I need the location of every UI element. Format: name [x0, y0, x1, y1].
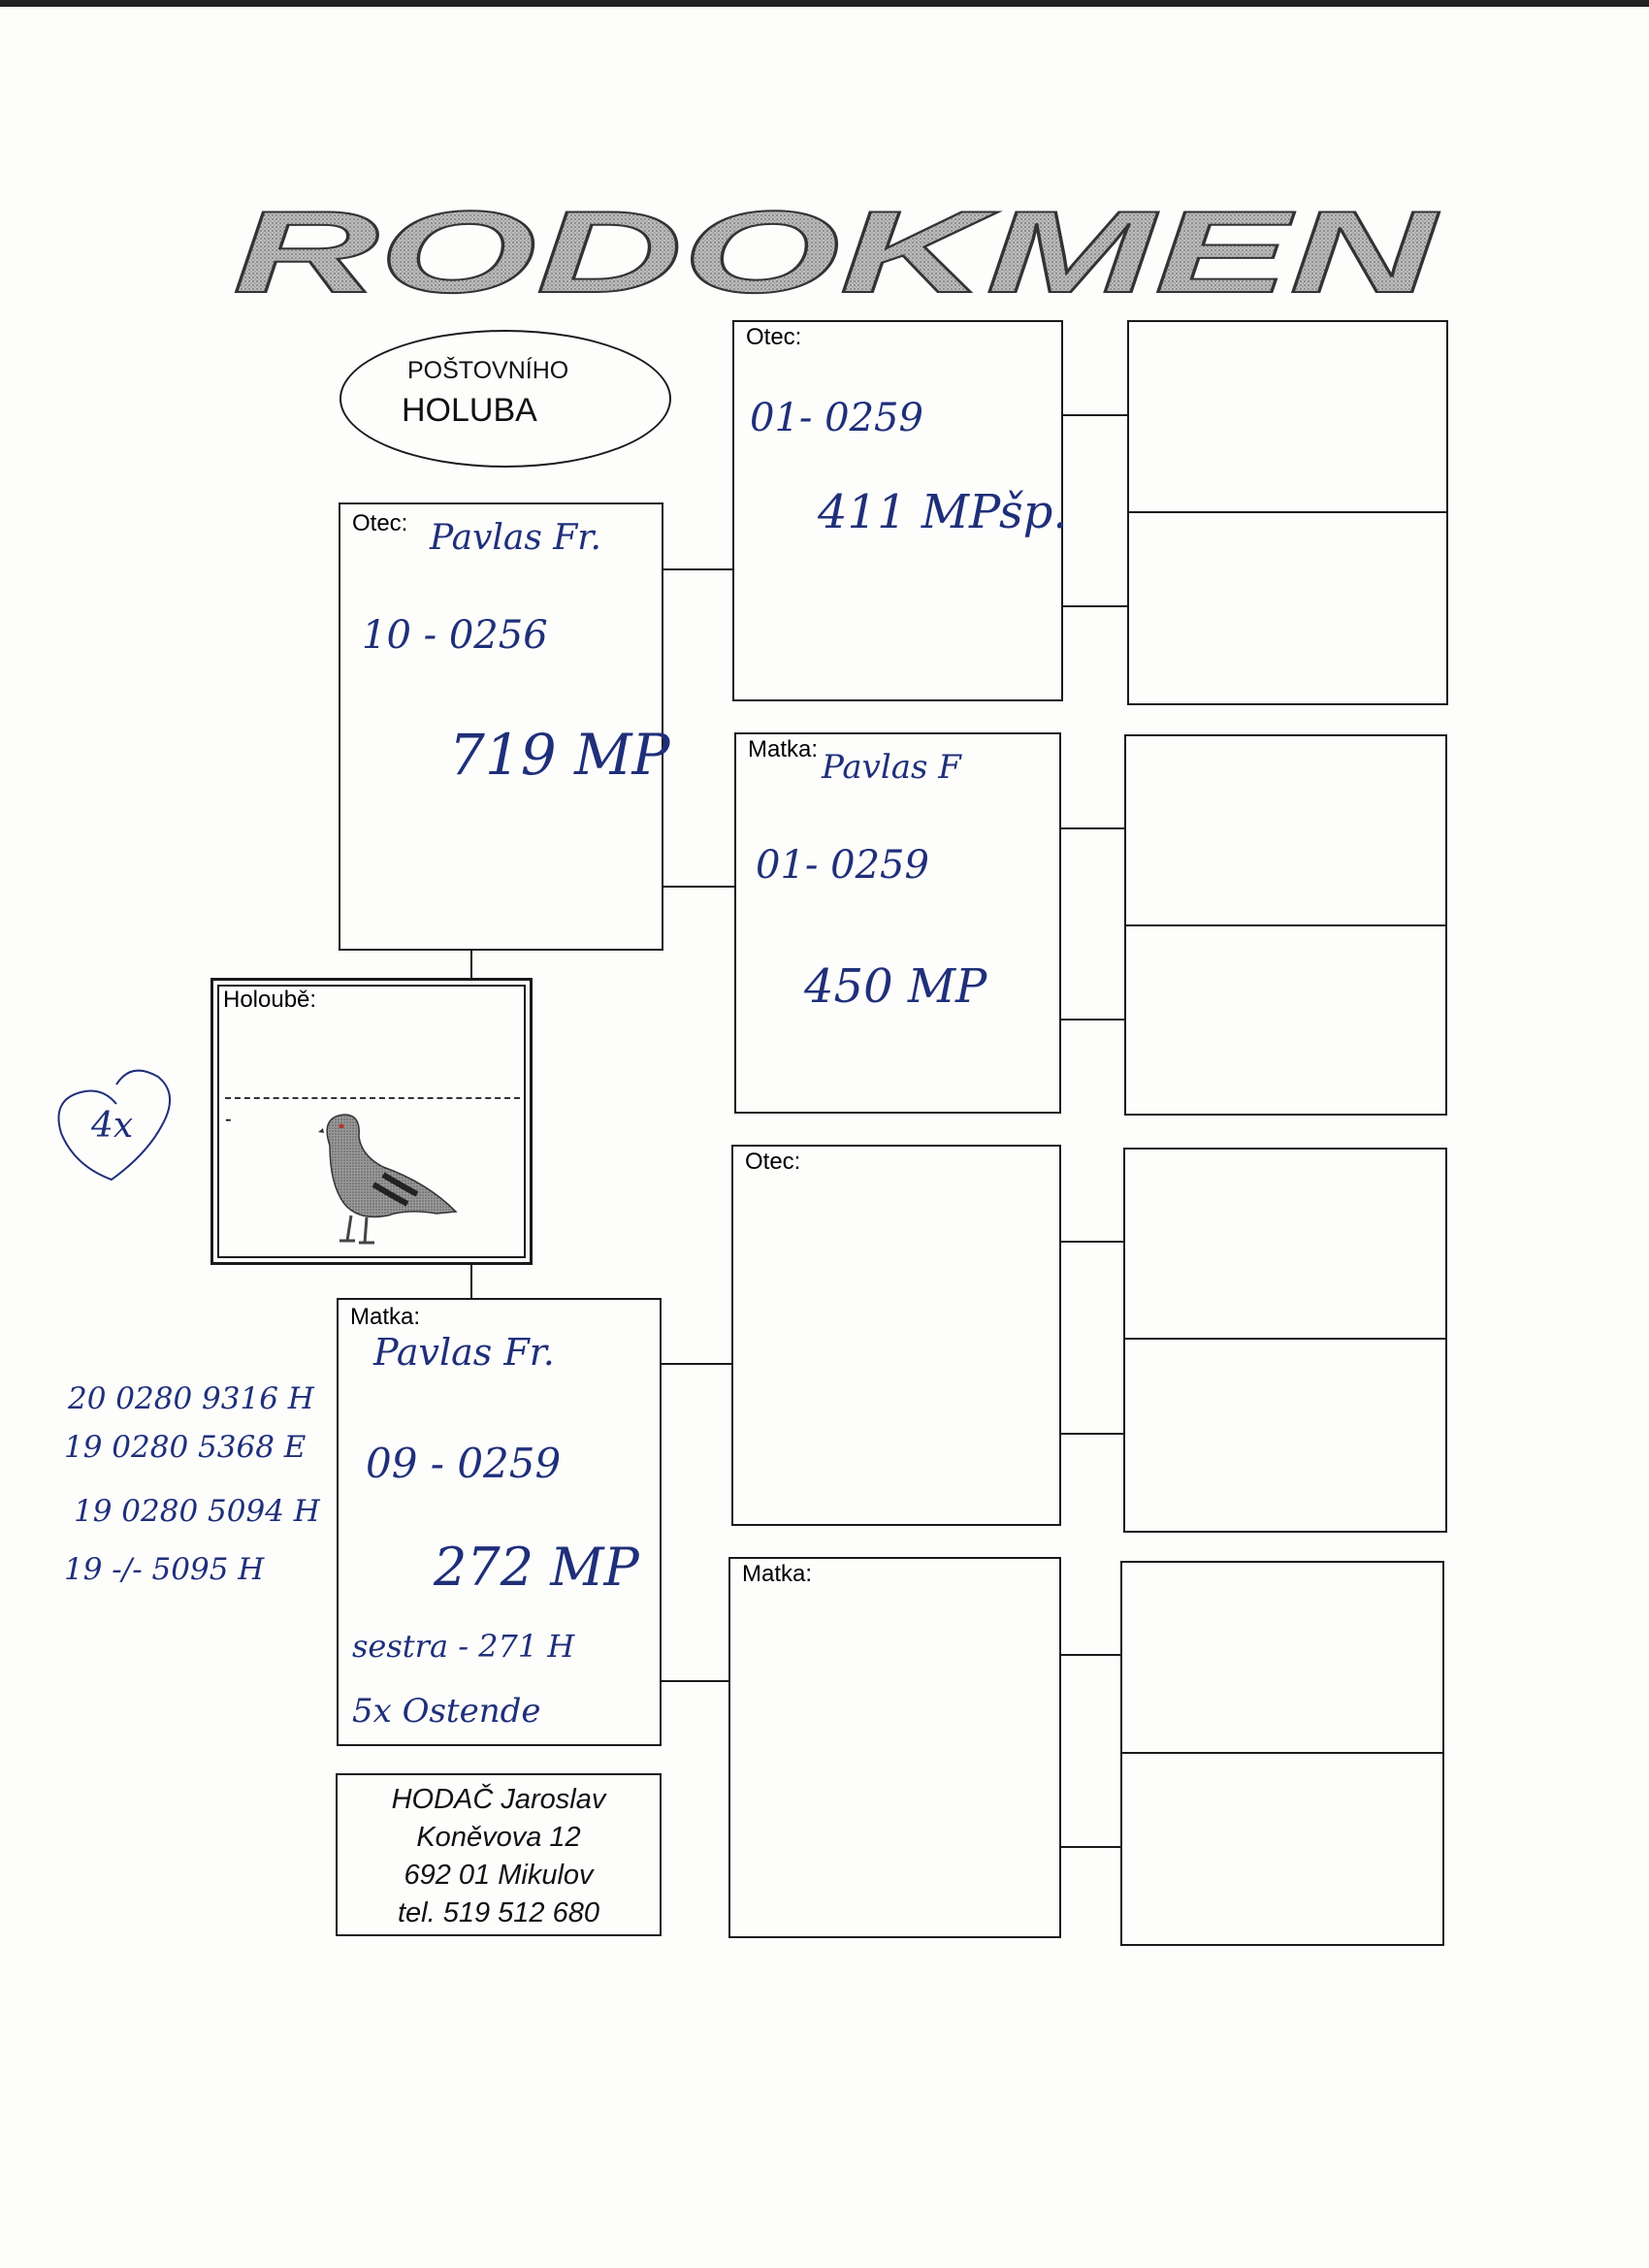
connector-gp2-ggp-a	[1061, 827, 1124, 829]
squab-box	[210, 978, 533, 1265]
gp1-note: 411 MPšp.	[818, 485, 1068, 539]
title-logo	[225, 199, 1447, 306]
mother-label: Matka:	[350, 1304, 421, 1330]
connector-gp2-ggp-b	[1061, 1019, 1124, 1021]
gp2-label: Matka:	[748, 736, 819, 762]
grandfather-paternal-box	[732, 320, 1068, 701]
connector-gp4-ggp-b	[1061, 1846, 1120, 1848]
subtitle-line1: POŠTOVNÍHO	[407, 357, 569, 384]
squab-dash: -	[225, 1109, 232, 1130]
subtitle-line2: HOLUBA	[402, 392, 537, 429]
scan-top-edge	[0, 0, 1649, 7]
owner-box	[336, 1773, 662, 1936]
father-ring: 10 - 0256	[362, 613, 548, 658]
great-grandparents-box-3	[1123, 1148, 1447, 1533]
connector-mother-gp4	[662, 1680, 728, 1682]
grandfather-maternal-box	[731, 1145, 1061, 1526]
mother-ring: 09 - 0259	[366, 1440, 562, 1487]
great-grandparents-divider-1	[1127, 511, 1448, 513]
connector-gp3-ggp-b	[1061, 1433, 1123, 1435]
side-note-2: 19 0280 5368 E	[64, 1430, 307, 1465]
mother-note: 272 MP	[434, 1537, 639, 1598]
title-text: RODOKMEN	[233, 199, 1440, 306]
connector-squab-father	[470, 951, 472, 980]
father-label: Otec:	[352, 510, 408, 536]
connector-father-gp1	[663, 568, 732, 570]
gp2-name: Pavlas F	[822, 748, 961, 787]
owner-phone: tel. 519 512 680	[397, 1897, 599, 1928]
mother-extra1: sestra - 271 H	[352, 1628, 575, 1665]
pigeon-image	[291, 1107, 466, 1252]
mother-extra2: 5x Ostende	[352, 1692, 541, 1731]
connector-father-gp2	[663, 886, 734, 888]
father-box	[339, 502, 670, 951]
owner-street: Koněvova 12	[416, 1822, 581, 1853]
connector-gp1-ggp-b	[1063, 605, 1127, 607]
father-note: 719 MP	[449, 722, 670, 788]
connector-gp3-ggp-a	[1061, 1241, 1123, 1243]
side-note-1: 20 0280 9316 H	[68, 1381, 314, 1416]
connector-gp4-ggp-a	[1061, 1654, 1120, 1656]
connector-gp1-ggp-a	[1063, 414, 1127, 416]
gp1-label: Otec:	[746, 324, 802, 350]
gp4-label: Matka:	[742, 1561, 813, 1587]
squab-dashed-line	[225, 1097, 520, 1099]
grandmother-maternal-box	[728, 1557, 1061, 1938]
owner-name: HODAČ Jaroslav	[391, 1784, 606, 1815]
gp1-ring: 01- 0259	[750, 396, 923, 440]
great-grandparents-divider-4	[1120, 1752, 1444, 1754]
connector-squab-mother	[470, 1265, 472, 1298]
gp2-ring: 01- 0259	[756, 843, 929, 888]
connector-mother-gp3	[662, 1363, 731, 1365]
great-grandparents-divider-2	[1124, 924, 1447, 926]
squab-label: Holoubě:	[223, 987, 317, 1013]
subtitle-oval	[340, 330, 671, 468]
grandmother-paternal-box	[734, 732, 1061, 1114]
gp2-note: 450 MP	[804, 959, 987, 1014]
gp3-label: Otec:	[745, 1149, 801, 1175]
mother-box	[337, 1298, 662, 1746]
father-name: Pavlas Fr.	[430, 518, 601, 558]
margin-note-text: 4x	[91, 1106, 134, 1146]
owner-city: 692 01 Mikulov	[404, 1860, 594, 1891]
mother-name: Pavlas Fr.	[373, 1331, 555, 1374]
great-grandparents-divider-3	[1123, 1338, 1447, 1340]
side-note-4: 19 -/- 5095 H	[64, 1552, 265, 1587]
side-note-3: 19 0280 5094 H	[74, 1494, 320, 1529]
